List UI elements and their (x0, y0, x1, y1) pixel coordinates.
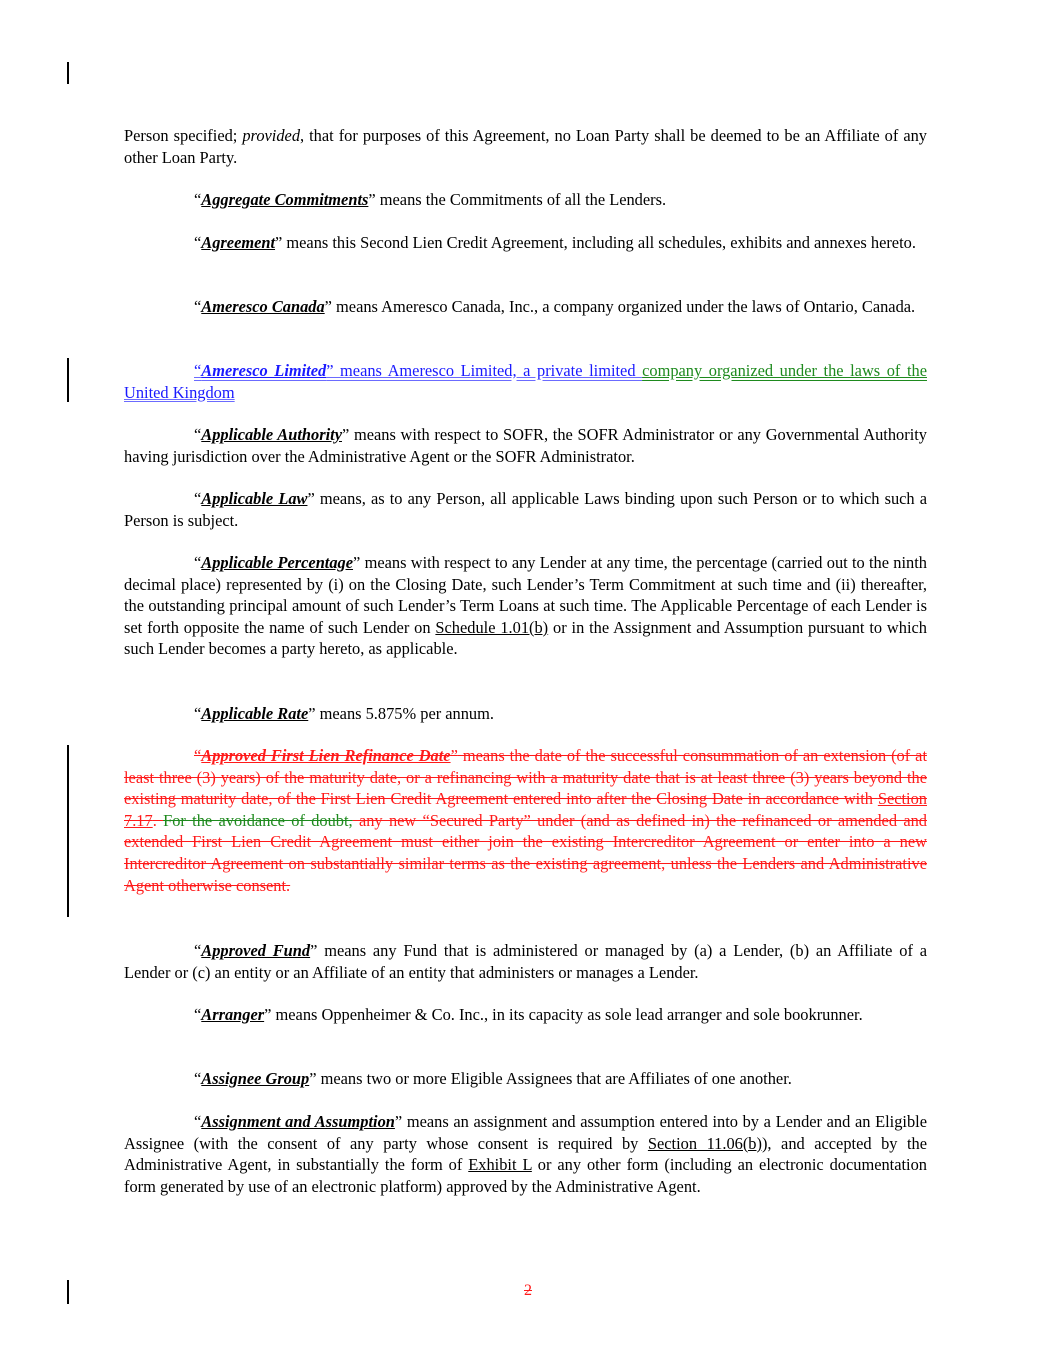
change-bar (67, 358, 69, 402)
defined-term: Approved First Lien Refinance Date (201, 746, 451, 765)
change-bar (67, 1280, 69, 1304)
definition-applicable-law: “Applicable Law” means, as to any Person, all applicable Laws binding upon such Person or to which such a Person is subject. (124, 489, 927, 530)
page-number: 2 (524, 1282, 532, 1299)
change-bar (67, 62, 69, 84)
defined-term: Applicable Percentage (201, 553, 354, 572)
definition-assignee-group: “Assignee Group” means two or more Eligible Assignees that are Affiliates of one another. (194, 1069, 792, 1088)
definition-approved-first-lien-refinance-date-deleted: “Approved First Lien Refinance Date” means the date of the successful consummation of an extension (of at least three (3) years) of the maturity date, or a refinancing with a maturity date that is at least three (3) years beyond the existing maturity date, of the First Lien Credit Agreement entered into after the Closing Date in accordance with Section 7.17. For the avoidance of doubt, any new “Secured Party” under (and as defined in) the refinanced or amended and extended First Lien Credit Agreement must either join the existing Intercreditor Agreement or enter into a new Intercreditor Agreement on substantially similar terms as the existing agreement, unless the Lenders and Administrative Agent otherwise consent. (124, 746, 927, 895)
change-bar (67, 745, 69, 917)
definition-applicable-authority: “Applicable Authority” means with respect to SOFR, the SOFR Administrator or any Governmental Authority having jurisdiction over the Administrative Agent or the SOFR Administrator. (124, 425, 927, 466)
definition-assignment-and-assumption: “Assignment and Assumption” means an assignment and assumption entered into by a Lender and an Eligible Assignee (with the consent of any party whose consent is required by Section 11.06(b)), and accepted by the Administrative Agent, in substantially the form of Exhibit L or any other form (including an electronic documentation form generated by use of an electronic platform) approved by the Administrative Agent. (124, 1112, 928, 1196)
definition-ameresco-limited-inserted: “Ameresco Limited” means Ameresco Limited, a private limited company organized under the laws of the United Kingdom (124, 361, 927, 402)
defined-term: Ameresco Limited (201, 361, 327, 380)
defined-term: Agreement (201, 233, 276, 252)
cross-reference-link[interactable]: Section 7.17 (124, 789, 927, 830)
cross-reference-link[interactable]: Schedule 1.01(b) (435, 617, 549, 637)
defined-term: Arranger (201, 1005, 265, 1024)
definition-approved-fund: “Approved Fund” means any Fund that is administered or managed by (a) a Lender, (b) an Affiliate of a Lender or (c) an entity or an Affiliate of an entity that administers or manages a Lender. (124, 941, 927, 982)
cross-reference-link[interactable]: Exhibit L (468, 1155, 532, 1175)
defined-term: Aggregate Commitments (201, 190, 369, 209)
definition-agreement: “Agreement” means this Second Lien Credit Agreement, including all schedules, exhibits and annexes hereto. (194, 233, 916, 252)
defined-term: Applicable Rate (201, 704, 309, 723)
defined-term: Ameresco Canada (201, 297, 325, 316)
definition-ameresco-canada: “Ameresco Canada” means Ameresco Canada, Inc., a company organized under the laws of Ontario, Canada. (194, 297, 916, 316)
definition-aggregate-commitments: “Aggregate Commitments” means the Commitments of all the Lenders. (194, 190, 667, 209)
defined-term: Applicable Law (201, 489, 308, 508)
paragraph-affiliate-continuation: Person specified; provided, that for purposes of this Agreement, no Loan Party shall be deemed to be an Affiliate of any other Loan Party. (124, 126, 927, 167)
cross-reference-link[interactable]: Section 11.06(b) (647, 1133, 762, 1153)
defined-term: Applicable Authority (201, 425, 342, 444)
definition-applicable-rate: “Applicable Rate” means 5.875% per annum. (194, 704, 494, 723)
defined-term: Assignee Group (201, 1069, 310, 1088)
definition-arranger: “Arranger” means Oppenheimer & Co. Inc., in its capacity as sole lead arranger and sole bookrunner. (194, 1005, 863, 1024)
defined-term: Assignment and Assumption (201, 1112, 395, 1131)
definition-applicable-percentage: “Applicable Percentage” means with respect to any Lender at any time, the percentage (carried out to the ninth decimal place) represented by (i) on the Closing Date, such Lender’s Term Commitment at such time and (ii) thereafter, the outstanding principal amount of such Lender’s Term Loans at such time. The Applicable Percentage of each Lender is set forth opposite the name of such Lender on Schedule 1.01(b) or in the Assignment and Assumption pursuant to which such Lender becomes a party hereto, as applicable. (124, 553, 927, 659)
defined-term: Approved Fund (201, 941, 311, 960)
